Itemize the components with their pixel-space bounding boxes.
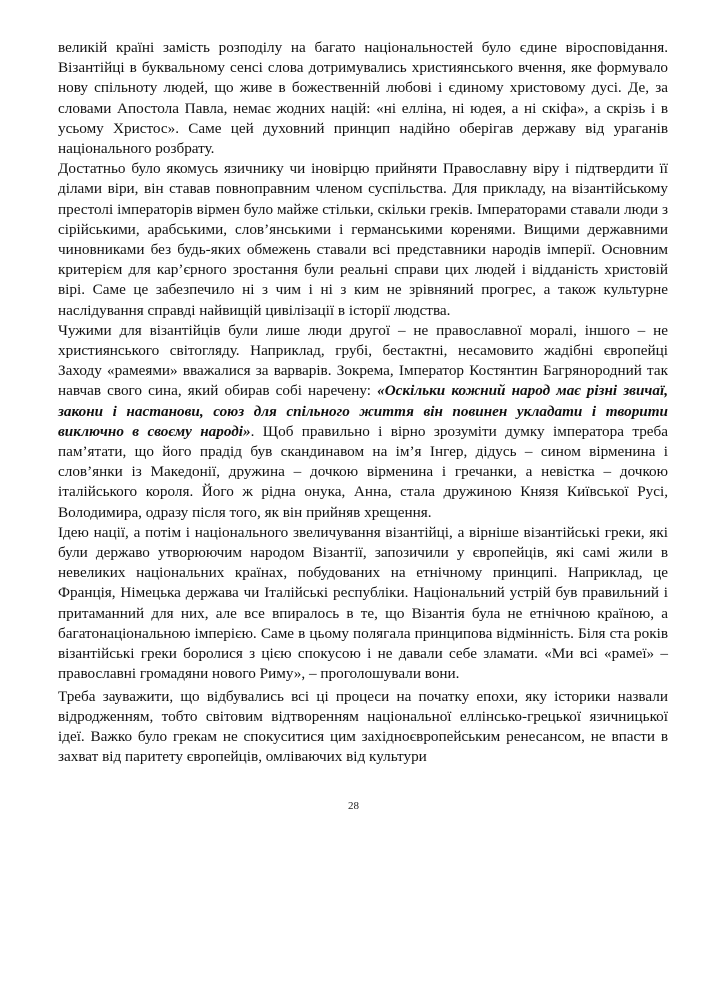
paragraph-4-text: Ідею нації, а потім і національного звеличування візантійці, а вірніше візантійські греки, які були державо утворюючим народом Візантії, запозичили у європейців, які самі жили в невеликих національних країнах, побудованих на етнічному принципі. Наприклад, це Франція, Німецька держава чи Італійські республіки. Національний устрій був правильний і притаманний для них, але все впиралось в те, що Візантія була не етнічною країною, а багатонаціональною імперією. Саме в цьому полягала принципова відмінність. Біля ста років візантійські греки боролися з цією спокусою і не давали себе зламати. «Ми всі «рамеї» – православні громадяни нового Риму», – проголошували вони. bbox=[58, 523, 668, 683]
paragraph-1 bbox=[58, 38, 668, 159]
page-body bbox=[58, 38, 668, 767]
paragraph-5 bbox=[58, 687, 668, 768]
paragraph-4 bbox=[58, 523, 668, 685]
paragraph-5-text: Треба зауважити, що відбувались всі ці процеси на початку епохи, яку історики назвали відродженням, тобто світовим відтворенням національної еллінсько-грецької язичницької ідеї. Важко було грекам не спокуситися цим західноєвропейським ренесансом, не впасти в захват від паритету європейців, омліваючих від культури bbox=[58, 687, 668, 766]
paragraph-3-text-before-quote: Чужими для візантійців були лише люди другої – не православної моралі, іншого – не християнського світогляду. Наприклад, грубі, бестактні, несамовито жадібні європейці Заходу «рамеями» вважалися за варварів. Зокрема, Імператор Костянтин Багрянородний так навчав свого сина, який обирав собі наречену: bbox=[58, 321, 668, 400]
emperor-quote: «Оскільки кожний народ має різні звичаї, закони і настанови, союз для спільного життя він повинен укладати і творити виключно в своєму народі» bbox=[58, 382, 668, 440]
paragraph-2 bbox=[58, 159, 668, 321]
paragraph-3 bbox=[58, 321, 668, 523]
page-number: 28 bbox=[348, 800, 359, 812]
paragraph-3-text-after-quote: . Щоб правильно і вірно зрозуміти думку імператора треба пам’ятати, що його прадід був скандинавом на ім’я Інгер, дідусь – сином вірменина і слов’янки із Македонії, дружина – дочкою вірменина і гречанки, а невістка – дочкою італійського короля. Його ж рідна онука, Анна, стала дружиною Князя Київської Русі, Володимира, одразу після того, як він прийняв хрещення. bbox=[58, 422, 669, 521]
paragraph-2-text: Достатньо було якомусь язичнику чи іновірцю прийняти Православну віру і підтвердити її ділами віри, він ставав повноправним членом суспільства. Для прикладу, на візантійському престолі імператорів вірмен було майже стільки, скільки греків. Імператорами ставали люди з сірійськими, арабськими, слов’янськими і германськими коренями. Вищими державними чиновниками без будь-яких обмежень ставали всі представники народів імперії. Основним критерієм для кар’єрного зростання були реальні справи цих людей і відданість христовій вірі. Саме це забезпечило ні з чим і ні з ким не зрівняний прогрес, а також культурне наслідування справді найвищій цивілізації в історії людства. bbox=[58, 160, 668, 319]
paragraph-1-text: великій країні замість розподілу на багато національностей було єдине віросповідання. Візантійці в буквальному сенсі слова дотримувались християнського вчення, яке формувало нову спільноту людей, що живе в божественній любові і єдиному христовому дусі. Де, за словами Апостола Павла, немає жодних націй: «ні елліна, ні юдея, а ні скіфа», а скрізь і в усьому Христос». Саме цей духовний принцип надійно оберігав державу від ураганів національного розбрату. bbox=[58, 39, 668, 158]
